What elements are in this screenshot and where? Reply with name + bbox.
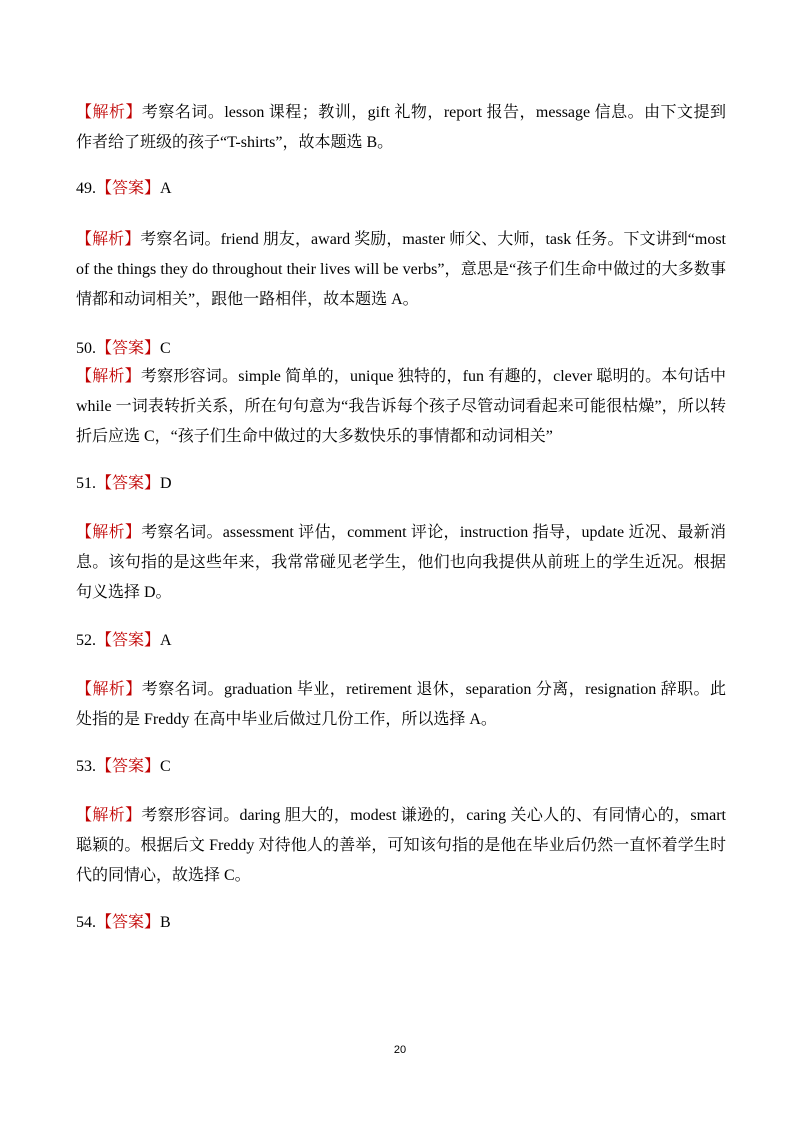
analysis-tag: 【解析】 — [76, 368, 141, 385]
question-number: 51. — [76, 475, 96, 492]
answer-tag: 【答案】 — [96, 758, 161, 775]
analysis-paragraph-49 — [76, 225, 726, 315]
question-number: 53. — [76, 758, 96, 775]
analysis-tag: 【解析】 — [76, 104, 142, 121]
question-number: 52. — [76, 632, 96, 649]
analysis-tag: 【解析】 — [76, 681, 142, 698]
analysis-tag: 【解析】 — [76, 231, 141, 248]
question-number: 50. — [76, 340, 96, 357]
question-number: 49. — [76, 180, 96, 197]
answer-letter: C — [160, 758, 171, 775]
analysis-text: 考察形容词。simple 简单的，unique 独特的，fun 有趣的，clever 聪明的。本句话中 while 一词表转折关系，所在句句意为“我告诉每个孩子尽管动词看起来可能很枯燥”，所以转折后应选 C，“孩子们生命中做过的大多数快乐的事情都和动词相关” — [76, 368, 726, 445]
analysis-paragraph-48 — [76, 98, 726, 158]
answer-line-52 — [76, 630, 726, 652]
answer-line-53 — [76, 756, 726, 778]
answer-line-54 — [76, 912, 726, 934]
answer-letter: C — [160, 340, 171, 357]
analysis-text: 考察形容词。daring 胆大的，modest 谦逊的，caring 关心人的、有同情心的，smart 聪颖的。根据后文 Freddy 对待他人的善举，可知该句指的是他在毕业后仍然一直怀着学生时代的同情心，故选择 C。 — [76, 807, 726, 884]
analysis-paragraph-51 — [76, 518, 726, 608]
answer-line-50 — [76, 338, 726, 360]
analysis-text: 考察名词。assessment 评估，comment 评论，instruction 指导，update 近况、最新消息。该句指的是这些年来，我常常碰见老学生，他们也向我提供从前班上的学生近况。根据句义选择 D。 — [76, 524, 726, 601]
analysis-text: 考察名词。graduation 毕业，retirement 退休，separation 分离，resignation 辞职。此处指的是 Freddy 在高中毕业后做过几份工作，所以选择 A。 — [76, 681, 726, 728]
answer-letter: D — [160, 475, 172, 492]
analysis-paragraph-50 — [76, 362, 726, 452]
answer-tag: 【答案】 — [96, 632, 161, 649]
answer-tag: 【答案】 — [96, 180, 161, 197]
answer-letter: A — [160, 632, 172, 649]
answer-line-51 — [76, 473, 726, 495]
analysis-text: 考察名词。lesson 课程；教训，gift 礼物，report 报告，message 信息。由下文提到作者给了班级的孩子“T-shirts”，故本题选 B。 — [76, 104, 726, 151]
answer-letter: B — [160, 914, 171, 931]
analysis-text: 考察名词。friend 朋友，award 奖励，master 师父、大师，task 任务。下文讲到“most of the things they do throughout their lives will be verbs”，意思是“孩子们生命中做过的大多数事情都和动词相关”，跟他一路相伴，故本题选 A。 — [76, 231, 726, 308]
analysis-paragraph-53 — [76, 801, 726, 891]
analysis-paragraph-52 — [76, 675, 726, 735]
answer-tag: 【答案】 — [96, 475, 161, 492]
page-number: 20 — [393, 1044, 407, 1056]
answer-tag: 【答案】 — [96, 914, 161, 931]
answer-letter: A — [160, 180, 172, 197]
question-number: 54. — [76, 914, 96, 931]
answer-line-49 — [76, 178, 726, 200]
answer-tag: 【答案】 — [96, 340, 161, 357]
analysis-tag: 【解析】 — [76, 807, 142, 824]
analysis-tag: 【解析】 — [76, 524, 142, 541]
